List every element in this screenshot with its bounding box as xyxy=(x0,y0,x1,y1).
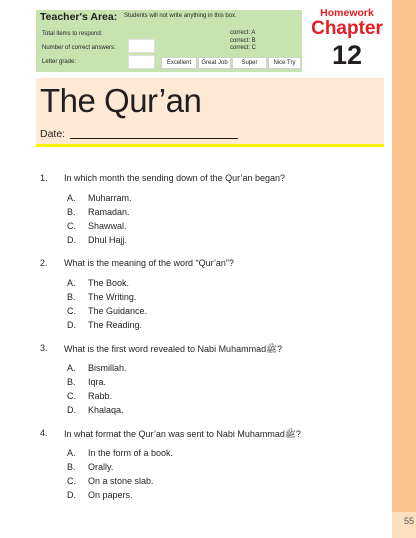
correct-c-label: correct: C xyxy=(230,45,257,51)
option-letter: B. xyxy=(67,377,76,387)
letter-grade-label: Letter grade: xyxy=(42,59,77,65)
option-letter: B. xyxy=(67,207,76,217)
title-underline xyxy=(36,144,384,147)
option-text: Shawwal. xyxy=(88,221,127,231)
page-number: 55 xyxy=(403,516,414,526)
option-letter: A. xyxy=(67,448,76,458)
option-text: Bismillah. xyxy=(88,363,127,373)
option-letter: D. xyxy=(67,405,76,415)
option-text: Dhul Hajj. xyxy=(88,235,128,245)
option-letter: B. xyxy=(67,292,76,302)
chapter-label: Chapter xyxy=(311,18,383,39)
page-title: The Qur’an xyxy=(40,82,202,119)
option-text: On a stone slab. xyxy=(88,476,154,486)
option-text: The Book. xyxy=(88,278,130,288)
grade-great-job[interactable]: Great Job xyxy=(198,57,231,69)
option-letter: D. xyxy=(67,320,76,330)
option-letter: B. xyxy=(67,462,76,472)
date-label: Date: xyxy=(40,128,66,140)
option-text: Ramadan. xyxy=(88,207,130,217)
option-text: Khalaqa. xyxy=(88,405,124,415)
option-text: Rabb. xyxy=(88,391,113,401)
total-items-label: Total items to respond: xyxy=(42,31,103,37)
question-number: 4. xyxy=(40,428,48,438)
correct-b-label: correct: B xyxy=(230,37,256,44)
option-letter: C. xyxy=(67,476,76,486)
correct-answers-field[interactable] xyxy=(128,39,155,53)
option-letter: A. xyxy=(67,278,76,288)
teacher-area-note: Students will not write anything in this box. xyxy=(124,13,237,19)
option-text: The Reading. xyxy=(88,320,143,330)
grade-super[interactable]: Super xyxy=(232,57,267,69)
option-text: On papers. xyxy=(88,490,133,500)
question-text: What is the first word revealed to Nabi Muhammadﷺ? xyxy=(64,344,282,354)
option-letter: C. xyxy=(67,306,76,316)
option-text: The Guidance. xyxy=(88,306,148,316)
question-text: What is the meaning of the word “Qur’an”? xyxy=(64,258,234,268)
option-text: Muharram. xyxy=(88,193,132,203)
option-letter: D. xyxy=(67,235,76,245)
question-number: 2. xyxy=(40,258,48,268)
title-band xyxy=(36,78,384,144)
option-text: The Writing. xyxy=(88,292,137,302)
correct-answers-label: Number of correct answers: xyxy=(42,45,116,51)
question-number: 1. xyxy=(40,173,48,183)
side-color-strip xyxy=(392,0,416,538)
teacher-area-title: Teacher's Area: xyxy=(40,11,118,23)
date-field[interactable] xyxy=(70,138,238,139)
homework-label: Homework xyxy=(320,7,374,19)
grade-excellent[interactable]: Excellent xyxy=(161,57,197,69)
option-letter: A. xyxy=(67,363,76,373)
option-letter: D. xyxy=(67,490,76,500)
option-text: Orally. xyxy=(88,462,114,472)
correct-a-label: correct: A xyxy=(230,30,256,36)
question-text: In which month the sending down of the Qur’an began? xyxy=(64,173,285,183)
option-text: In the form of a book. xyxy=(88,448,174,458)
question-number: 3. xyxy=(40,343,48,353)
question-text: In what format the Qur’an was sent to Nabi Muhammadﷺ? xyxy=(64,429,301,439)
chapter-number: 12 xyxy=(331,40,363,70)
option-letter: A. xyxy=(67,193,76,203)
option-letter: C. xyxy=(67,221,76,231)
grade-nice-try[interactable]: Nice Try xyxy=(268,57,301,69)
option-letter: C. xyxy=(67,391,76,401)
option-text: Iqra. xyxy=(88,377,107,387)
letter-grade-field[interactable] xyxy=(128,55,155,69)
